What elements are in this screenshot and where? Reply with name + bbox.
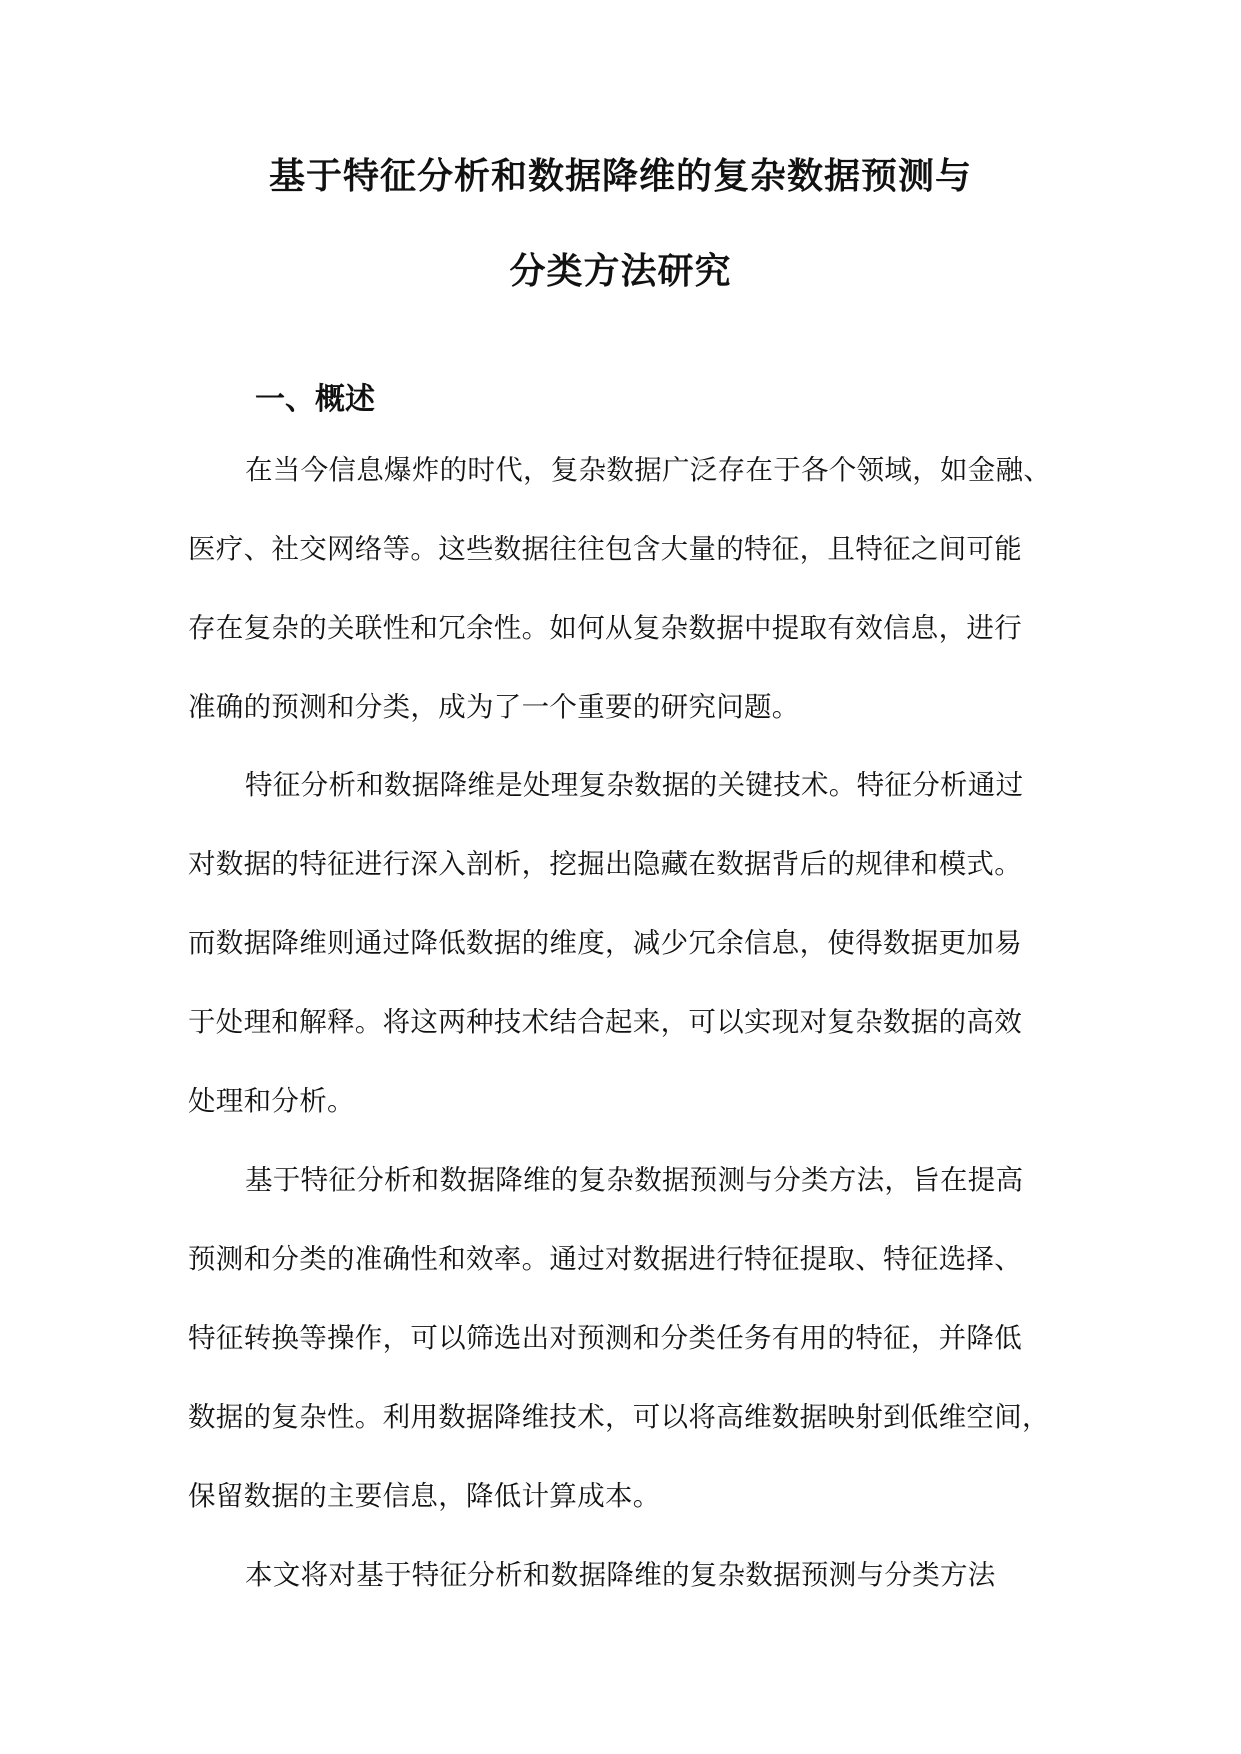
paragraph-line: 本文将对基于特征分析和数据降维的复杂数据预测与分类方法 — [245, 1559, 996, 1591]
paragraph-line: 而数据降维则通过降低数据的维度，减少冗余信息，使得数据更加易 — [188, 927, 1022, 959]
paragraph-line: 保留数据的主要信息，降低计算成本。 — [188, 1480, 661, 1512]
paragraph-line: 特征分析和数据降维是处理复杂数据的关键技术。特征分析通过 — [245, 769, 1024, 801]
document-title-line-1: 基于特征分析和数据降维的复杂数据预测与 — [268, 156, 972, 197]
paragraph-line: 基于特征分析和数据降维的复杂数据预测与分类方法，旨在提高 — [245, 1164, 1024, 1196]
paragraph-line: 预测和分类的准确性和效率。通过对数据进行特征提取、特征选择、 — [188, 1243, 1022, 1275]
paragraph-line: 存在复杂的关联性和冗余性。如何从复杂数据中提取有效信息，进行 — [188, 612, 1022, 644]
paragraph-line: 处理和分析。 — [188, 1085, 355, 1117]
paragraph-line: 于处理和解释。将这两种技术结合起来，可以实现对复杂数据的高效 — [188, 1006, 1022, 1038]
paragraph-line: 特征转换等操作，可以筛选出对预测和分类任务有用的特征，并降低 — [188, 1322, 1022, 1354]
section-heading: 一、概述 — [255, 382, 375, 417]
paragraph-line: 准确的预测和分类，成为了一个重要的研究问题。 — [188, 691, 800, 723]
paragraph-line: 医疗、社交网络等。这些数据往往包含大量的特征，且特征之间可能 — [188, 533, 1022, 565]
paragraph-line: 在当今信息爆炸的时代，复杂数据广泛存在于各个领域，如金融、 — [245, 454, 1052, 486]
document-title-line-2: 分类方法研究 — [509, 251, 732, 292]
paragraph-line: 对数据的特征进行深入剖析，挖掘出隐藏在数据背后的规律和模式。 — [188, 848, 1022, 880]
paragraph-line: 数据的复杂性。利用数据降维技术，可以将高维数据映射到低维空间， — [188, 1401, 1050, 1433]
